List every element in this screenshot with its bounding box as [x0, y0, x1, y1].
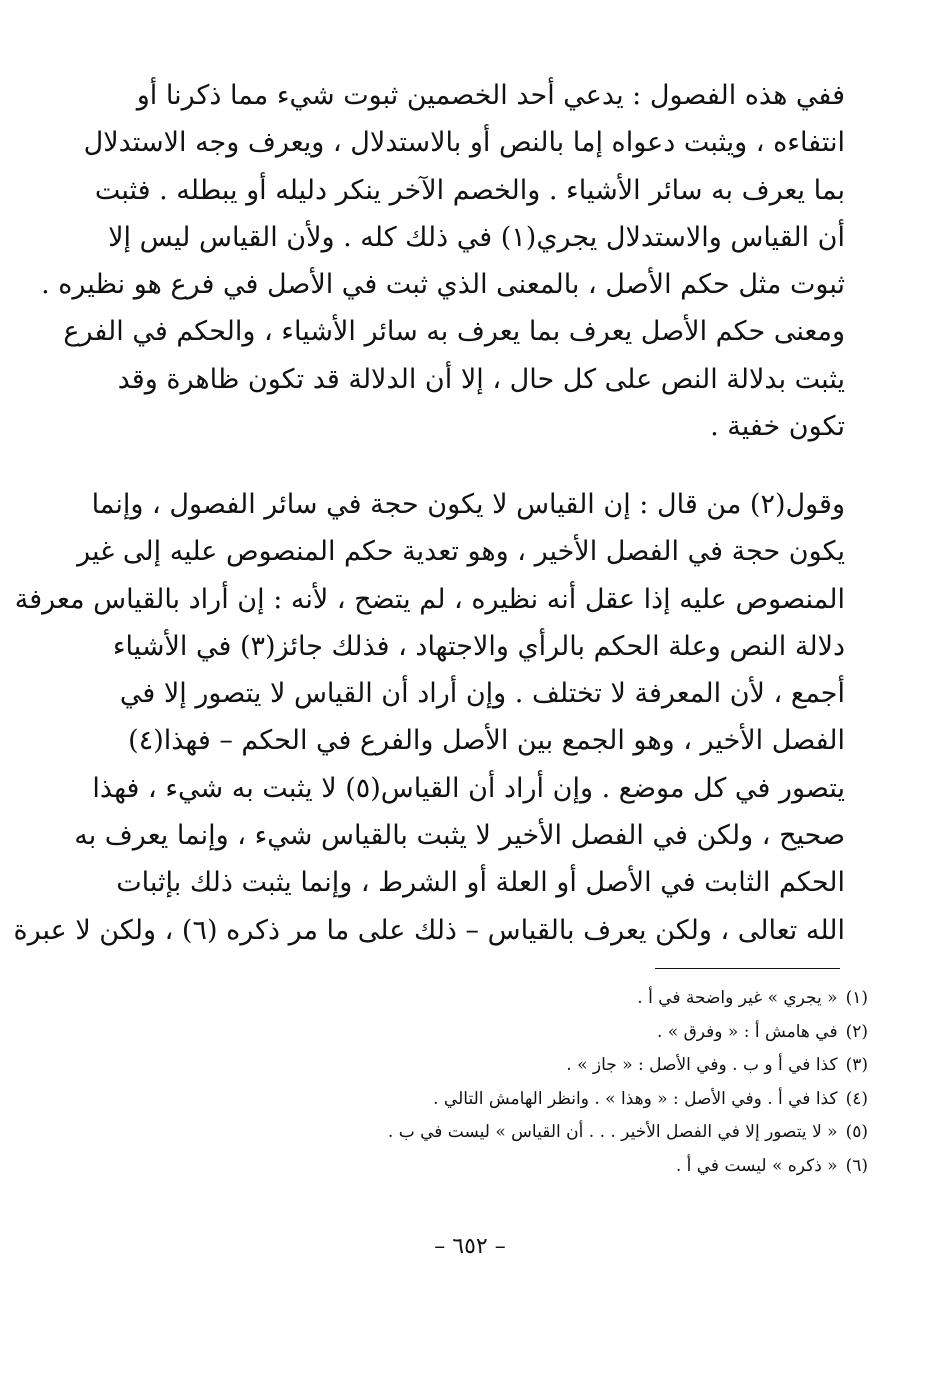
footnote-text: كذا في أ . وفي الأصل : « وهذا » . وانظر الهامش التالي .	[433, 1088, 838, 1109]
text-line: ومعنى حكم الأصل يعرف بما يعرف به سائر الأشياء ، والحكم في الفرع	[63, 316, 845, 348]
text-line: يتصور في كل موضع . وإن أراد أن القياس(٥) لا يثبت به شيء ، فهذا	[92, 772, 845, 804]
text-line: دلالة النص وعلة الحكم بالرأي والاجتهاد ، فذلك جائز(٣) في الأشياء	[112, 630, 845, 662]
text-line: أن القياس والاستدلال يجري(١) في ذلك كله . ولأن القياس ليس إلا	[108, 221, 845, 253]
text-line: ثبوت مثل حكم الأصل ، بالمعنى الذي ثبت في الأصل في فرع هو نظيره .	[41, 269, 845, 301]
text-line: وقول(٢) من قال : إن القياس لا يكون حجة في سائر الفصول ، وإنما	[91, 489, 845, 520]
footnotes	[250, 982, 868, 1183]
text-line: تكون خفية .	[710, 411, 845, 443]
footnote-text: في هامش أ : « وفرق » .	[656, 1021, 838, 1042]
footnote-text: كذا في أ و ب . وفي الأصل : « جاز » .	[566, 1055, 838, 1075]
page-number: – ٦٥٢ –	[434, 1234, 506, 1259]
footnote-number: (١)	[845, 988, 868, 1008]
footnote-item	[250, 1049, 868, 1083]
footnote-number: (٤)	[845, 1088, 868, 1109]
footnote-number: (٣)	[845, 1055, 868, 1075]
footnote-item	[250, 982, 868, 1016]
text-line: ففي هذه الفصول : يدعي أحد الخصمين ثبوت شيء مما ذكرنا أو	[136, 80, 845, 111]
text-line: انتفاءه ، ويثبت دعواه إما بالنص أو بالاستدلال ، ويعرف وجه الاستدلال	[83, 127, 845, 159]
footnote-item	[250, 1150, 868, 1184]
text-line: المنصوص عليه إذا عقل أنه نظيره ، لم يتضح ، لأنه : إن أراد بالقياس معرفة	[14, 583, 845, 615]
footnote-text: « ذكره » ليست في أ .	[675, 1155, 838, 1176]
text-line: الفصل الأخير ، وهو الجمع بين الأصل والفرع في الحكم – فهذا(٤)	[128, 725, 845, 757]
text-line: صحيح ، ولكن في الفصل الأخير لا يثبت بالقياس شيء ، وإنما يعرف به	[74, 820, 845, 852]
footnote-text: « يجري » غير واضحة في أ .	[637, 988, 838, 1008]
text-line: الحكم الثابت في الأصل أو العلة أو الشرط ، وإنما يثبت ذلك بإثبات	[116, 867, 845, 899]
paragraph-1	[41, 72, 845, 450]
footnote-item	[250, 1016, 868, 1050]
text-line: بما يعرف به سائر الأشياء . والخصم الآخر ينكر دليله أو يبطله . فثبت	[94, 174, 845, 206]
text-line: يثبت بدلالة النص على كل حال ، إلا أن الدلالة قد تكون ظاهرة وقد	[117, 363, 845, 395]
footnote-text: « لا يتصور إلا في الفصل الأخير . . . أن القياس » ليست في ب .	[387, 1122, 838, 1142]
paragraph-2	[13, 481, 845, 954]
footnote-item	[250, 1116, 868, 1150]
footnote-number: (٦)	[845, 1155, 868, 1176]
footnote-number: (٥)	[845, 1122, 868, 1142]
text-line: الله تعالى ، ولكن يعرف بالقياس – ذلك على ما مر ذكره (٦) ، ولكن لا عبرة	[13, 914, 845, 946]
text-line: أجمع ، لأن المعرفة لا تختلف . وإن أراد أن القياس لا يتصور إلا في	[119, 678, 845, 710]
footnote-item	[250, 1083, 868, 1117]
footnote-divider	[655, 968, 840, 969]
text-line: يكون حجة في الفصل الأخير ، وهو تعدية حكم المنصوص عليه إلى غير	[77, 536, 845, 568]
footnote-number: (٢)	[845, 1021, 868, 1042]
